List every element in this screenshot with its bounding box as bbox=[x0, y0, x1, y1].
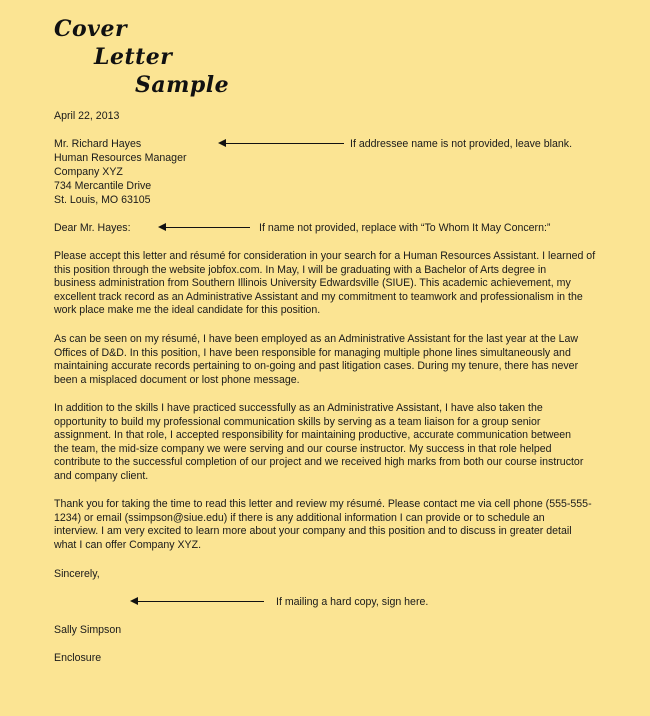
signature-arrow bbox=[130, 597, 264, 606]
paragraph-line: been a misplaced document or lost phone message. bbox=[54, 373, 300, 386]
paragraph-line: what I can offer Company XYZ. bbox=[54, 538, 202, 551]
salutation-arrow bbox=[158, 223, 250, 232]
paragraph-line: Offices of D&D. In this position, I have been responsible for managing multiple phone lines simultaneously and bbox=[54, 346, 571, 359]
salutation: Dear Mr. Hayes: bbox=[54, 222, 131, 234]
body-paragraph-1 bbox=[54, 250, 594, 318]
paragraph-line: maintaining accurate records pertaining to on-going and past litigation cases. During my tenure, there has never bbox=[54, 360, 579, 373]
paragraph-line: and company client. bbox=[54, 469, 149, 482]
paragraph-line: Thank you for taking the time to read this letter and review my résumé. Please contact me via cell phone (555-555- bbox=[54, 498, 592, 510]
addressee-arrow bbox=[218, 139, 344, 148]
salutation-note: If name not provided, replace with “To Whom It May Concern:” bbox=[259, 222, 551, 234]
addressee-company: Company XYZ bbox=[54, 166, 123, 178]
body-paragraph-3 bbox=[54, 402, 594, 484]
title-line-sample: Sample bbox=[135, 72, 230, 98]
closing: Sincerely, bbox=[54, 568, 100, 580]
title-line-letter: Letter bbox=[94, 44, 173, 70]
paragraph-line: business administration from Southern Illinois University Edwardsville (SIUE). This academic achievement, my bbox=[54, 277, 571, 290]
addressee-city: St. Louis, MO 63105 bbox=[54, 194, 151, 206]
addressee-street: 734 Mercantile Drive bbox=[54, 180, 152, 192]
paragraph-line: opportunity to build my professional communication skills by serving as a team liaison for a group senior bbox=[54, 415, 541, 428]
signature-name: Sally Simpson bbox=[54, 624, 122, 636]
paragraph-line: 1234) or email (ssimpson@siue.edu) if there is any additional information I can provide or to schedule an bbox=[54, 511, 545, 524]
title-line-cover: Cover bbox=[54, 16, 128, 42]
addressee-position: Human Resources Manager bbox=[54, 152, 187, 164]
paragraph-line: this position through the website jobfox.com. In May, I will be graduating with a Bachelor of Arts degree in bbox=[54, 263, 547, 276]
paragraph-line: work place make me the ideal candidate for this position. bbox=[54, 304, 321, 317]
body-paragraph-4 bbox=[54, 498, 594, 552]
body-paragraph-2 bbox=[54, 333, 594, 387]
addressee-note: If addressee name is not provided, leave blank. bbox=[350, 138, 573, 150]
signature-note: If mailing a hard copy, sign here. bbox=[276, 596, 429, 608]
letter-date: April 22, 2013 bbox=[54, 110, 120, 122]
paragraph-line: the team, the mid-size company we were serving and our course instructor. My success in that role helped bbox=[54, 442, 552, 455]
paragraph-line: Please accept this letter and résumé for consideration in your search for a Human Resources Assistant. I learned of bbox=[54, 250, 596, 262]
paragraph-line: contribute to the successful completion of our project and we received high marks from both our course instructor bbox=[54, 456, 584, 469]
addressee-name: Mr. Richard Hayes bbox=[54, 138, 142, 150]
paragraph-line: excellent track record as an Administrative Assistant and my commitment to teamwork and professionalism in the bbox=[54, 290, 583, 303]
paragraph-line: As can be seen on my résumé, I have been employed as an Administrative Assistant for the last year at the Law bbox=[54, 333, 579, 345]
enclosure: Enclosure bbox=[54, 652, 102, 664]
paragraph-line: In addition to the skills I have practiced successfully as an Administrative Assistant, I have also taken the bbox=[54, 402, 543, 414]
paragraph-line: interview. I am very excited to learn more about your company and this position and to discuss in greater detail bbox=[54, 525, 572, 538]
paragraph-line: assignment. In that role, I accepted responsibility for maintaining productive, accurate communication between bbox=[54, 429, 572, 442]
